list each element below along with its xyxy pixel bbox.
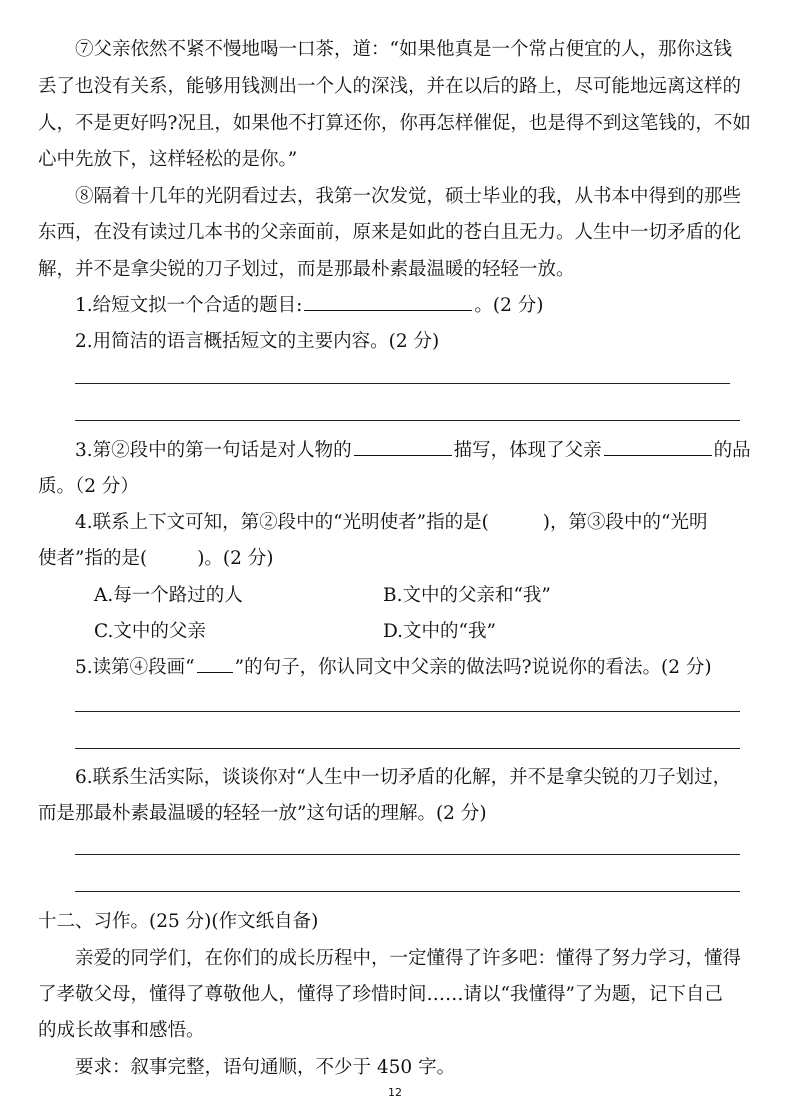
question-3-blank-2[interactable] [604, 437, 712, 456]
question-4-text-c: 使者”指的是( [38, 548, 148, 569]
question-1 [75, 287, 758, 324]
question-2-answer-line-1[interactable] [75, 383, 730, 384]
question-1-suffix: 。(2 分) [474, 295, 544, 316]
question-1-prefix: 1.给短文拟一个合适的题目: [75, 295, 303, 316]
question-4-option-c: C.文中的父亲 [94, 621, 206, 642]
question-5-text-a: 5.读第④段画“ [75, 657, 195, 678]
passage-p8-line-3: 解，并不是拿尖锐的刀子划过，而是那最朴素最温暖的轻轻一放。 [38, 259, 575, 280]
question-6-answer-line-1[interactable] [75, 854, 740, 855]
question-3-blank-1[interactable] [354, 437, 452, 456]
question-3-part-c: 的品 [713, 440, 751, 461]
question-1-answer-blank[interactable] [304, 292, 472, 311]
question-4-option-d: D.文中的“我” [383, 621, 496, 642]
question-2-answer-line-2[interactable] [75, 420, 740, 421]
question-5-text-b: ”的句子，你认同文中父亲的做法吗?说说你的看法。(2 分) [234, 657, 712, 678]
question-4-line-1 [75, 504, 758, 541]
question-3-part-a: 3.第②段中的第一句话是对人物的 [75, 440, 352, 461]
question-5 [75, 649, 758, 686]
question-3-line-1 [75, 432, 758, 469]
composition-heading: 十二、习作。(25 分)(作文纸自备) [38, 911, 319, 932]
question-4-text-d: )。(2 分) [197, 548, 274, 569]
question-4-line-2 [38, 540, 758, 577]
question-3-part-b: 描写，体现了父亲 [453, 440, 602, 461]
passage-p8-line-1: ⑧隔着十几年的光阴看过去，我第一次发觉，硕士毕业的我，从书本中得到的那些 [75, 186, 742, 207]
question-5-answer-line-2[interactable] [75, 748, 740, 749]
composition-requirement: 要求：叙事完整，语句通顺，不少于 450 字。 [75, 1057, 456, 1078]
question-4-option-a: A.每一个路过的人 [94, 585, 243, 606]
question-4-option-b: B.文中的父亲和“我” [383, 585, 551, 606]
question-5-underline-mark [197, 654, 233, 673]
page-number: 12 [388, 1086, 402, 1099]
question-4-text-b: )，第③段中的“光明 [542, 512, 708, 533]
question-5-answer-line-1[interactable] [75, 711, 740, 712]
composition-prompt-line-1: 亲爱的同学们，在你们的成长历程中，一定懂得了许多吧：懂得了努力学习，懂得 [75, 948, 742, 969]
composition-prompt-line-2: 了孝敬父母，懂得了尊敬他人，懂得了珍惜时间……请以“我懂得”了为题，记下自己 [38, 984, 723, 1005]
passage-p7-line-4: 心中先放下，这样轻松的是你。” [38, 149, 298, 170]
passage-p7-line-1: ⑦父亲依然不紧不慢地喝一口茶，道：“如果他真是一个常占便宜的人，那你这钱 [75, 39, 732, 60]
question-4-text-a: 4.联系上下文可知，第②段中的“光明使者”指的是( [75, 512, 489, 533]
question-2: 2.用简洁的语言概括短文的主要内容。(2 分) [75, 331, 440, 352]
question-6-line-2: 而是那最朴素最温暖的轻轻一放”这句话的理解。(2 分) [38, 803, 487, 824]
passage-p8-line-2: 东西，在没有读过几本书的父亲面前，原来是如此的苍白且无力。人生中一切矛盾的化 [38, 222, 742, 243]
passage-p7-line-2: 丢了也没有关系，能够用钱测出一个人的深浅，并在以后的路上，尽可能地远离这样的 [38, 76, 742, 97]
composition-prompt-line-3: 的成长故事和感悟。 [38, 1020, 205, 1041]
question-6-answer-line-2[interactable] [75, 891, 740, 892]
question-3-line-2: 质。（2 分） [38, 476, 139, 497]
passage-p7-line-3: 人，不是更好吗?况且，如果他不打算还你，你再怎样催促，也是得不到这笔钱的，不如 [38, 113, 751, 134]
question-6-line-1: 6.联系生活实际，谈谈你对“人生中一切矛盾的化解，并不是拿尖锐的刀子划过， [75, 767, 732, 788]
